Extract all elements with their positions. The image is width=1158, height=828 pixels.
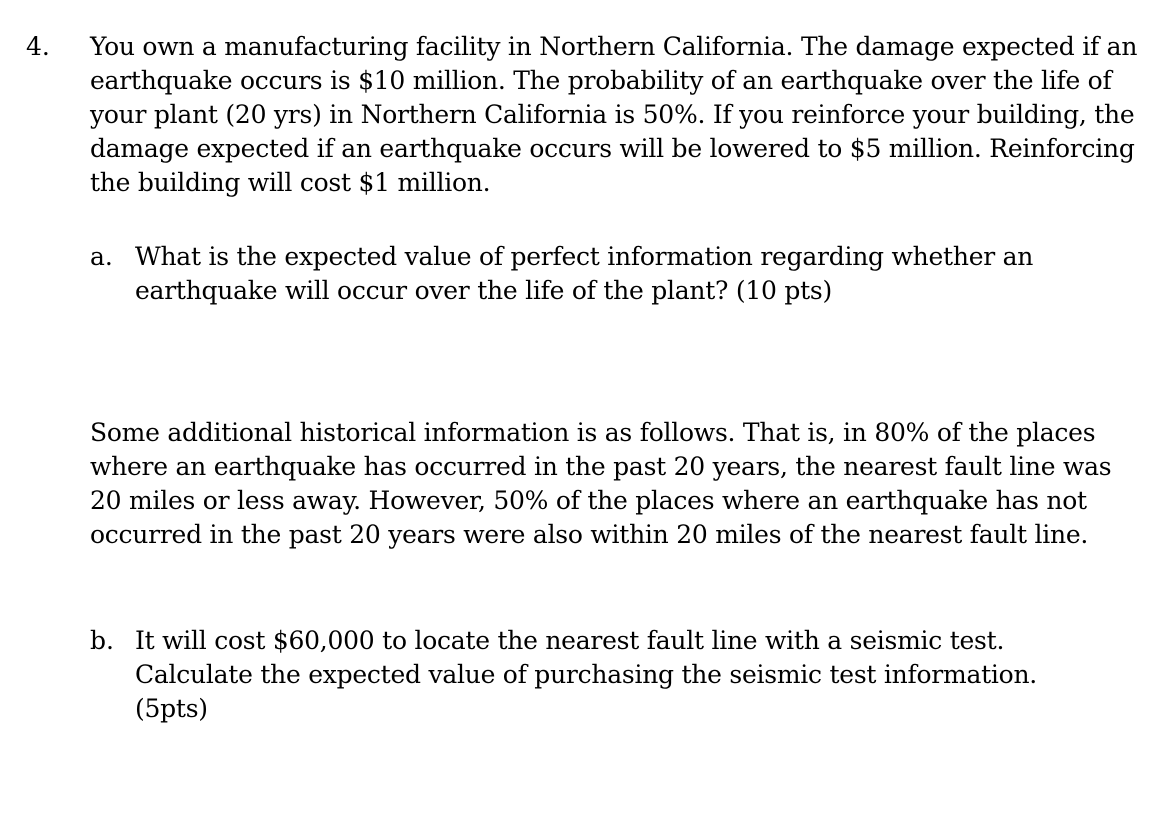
question-number: 4. xyxy=(26,32,50,61)
additional-info-paragraph: Some additional historical information is as follows. That is, in 80% of the places where an earthquake has occurred in the past 20 years, the nearest fault line was 20 miles or less away. However, 50% of the places where an earthquake has not occurred in the past 20 years were also within 20 miles of the nearest fault line. xyxy=(90,418,1112,549)
part-a-label: a. xyxy=(90,242,113,271)
part-a-text: What is the expected value of perfect information regarding whether an earthquake will occur over the life of the plant? (10 pts) xyxy=(135,242,1034,305)
part-b-text: It will cost $60,000 to locate the nearest fault line with a seismic test. Calculate the expected value of purchasing the seismic test information.(5pts) xyxy=(135,626,1038,723)
part-b-label: b. xyxy=(90,626,114,655)
question-stem: You own a manufacturing facility in Northern California. The damage expected if an earthquake occurs is $10 million. The probability of an earthquake over the life of your plant (20 yrs) in Northern California is 50%. If you reinforce your building, the damage expected if an earthquake occurs will be lowered to $5 million. Reinforcing the building will cost $1 million. xyxy=(90,32,1138,197)
